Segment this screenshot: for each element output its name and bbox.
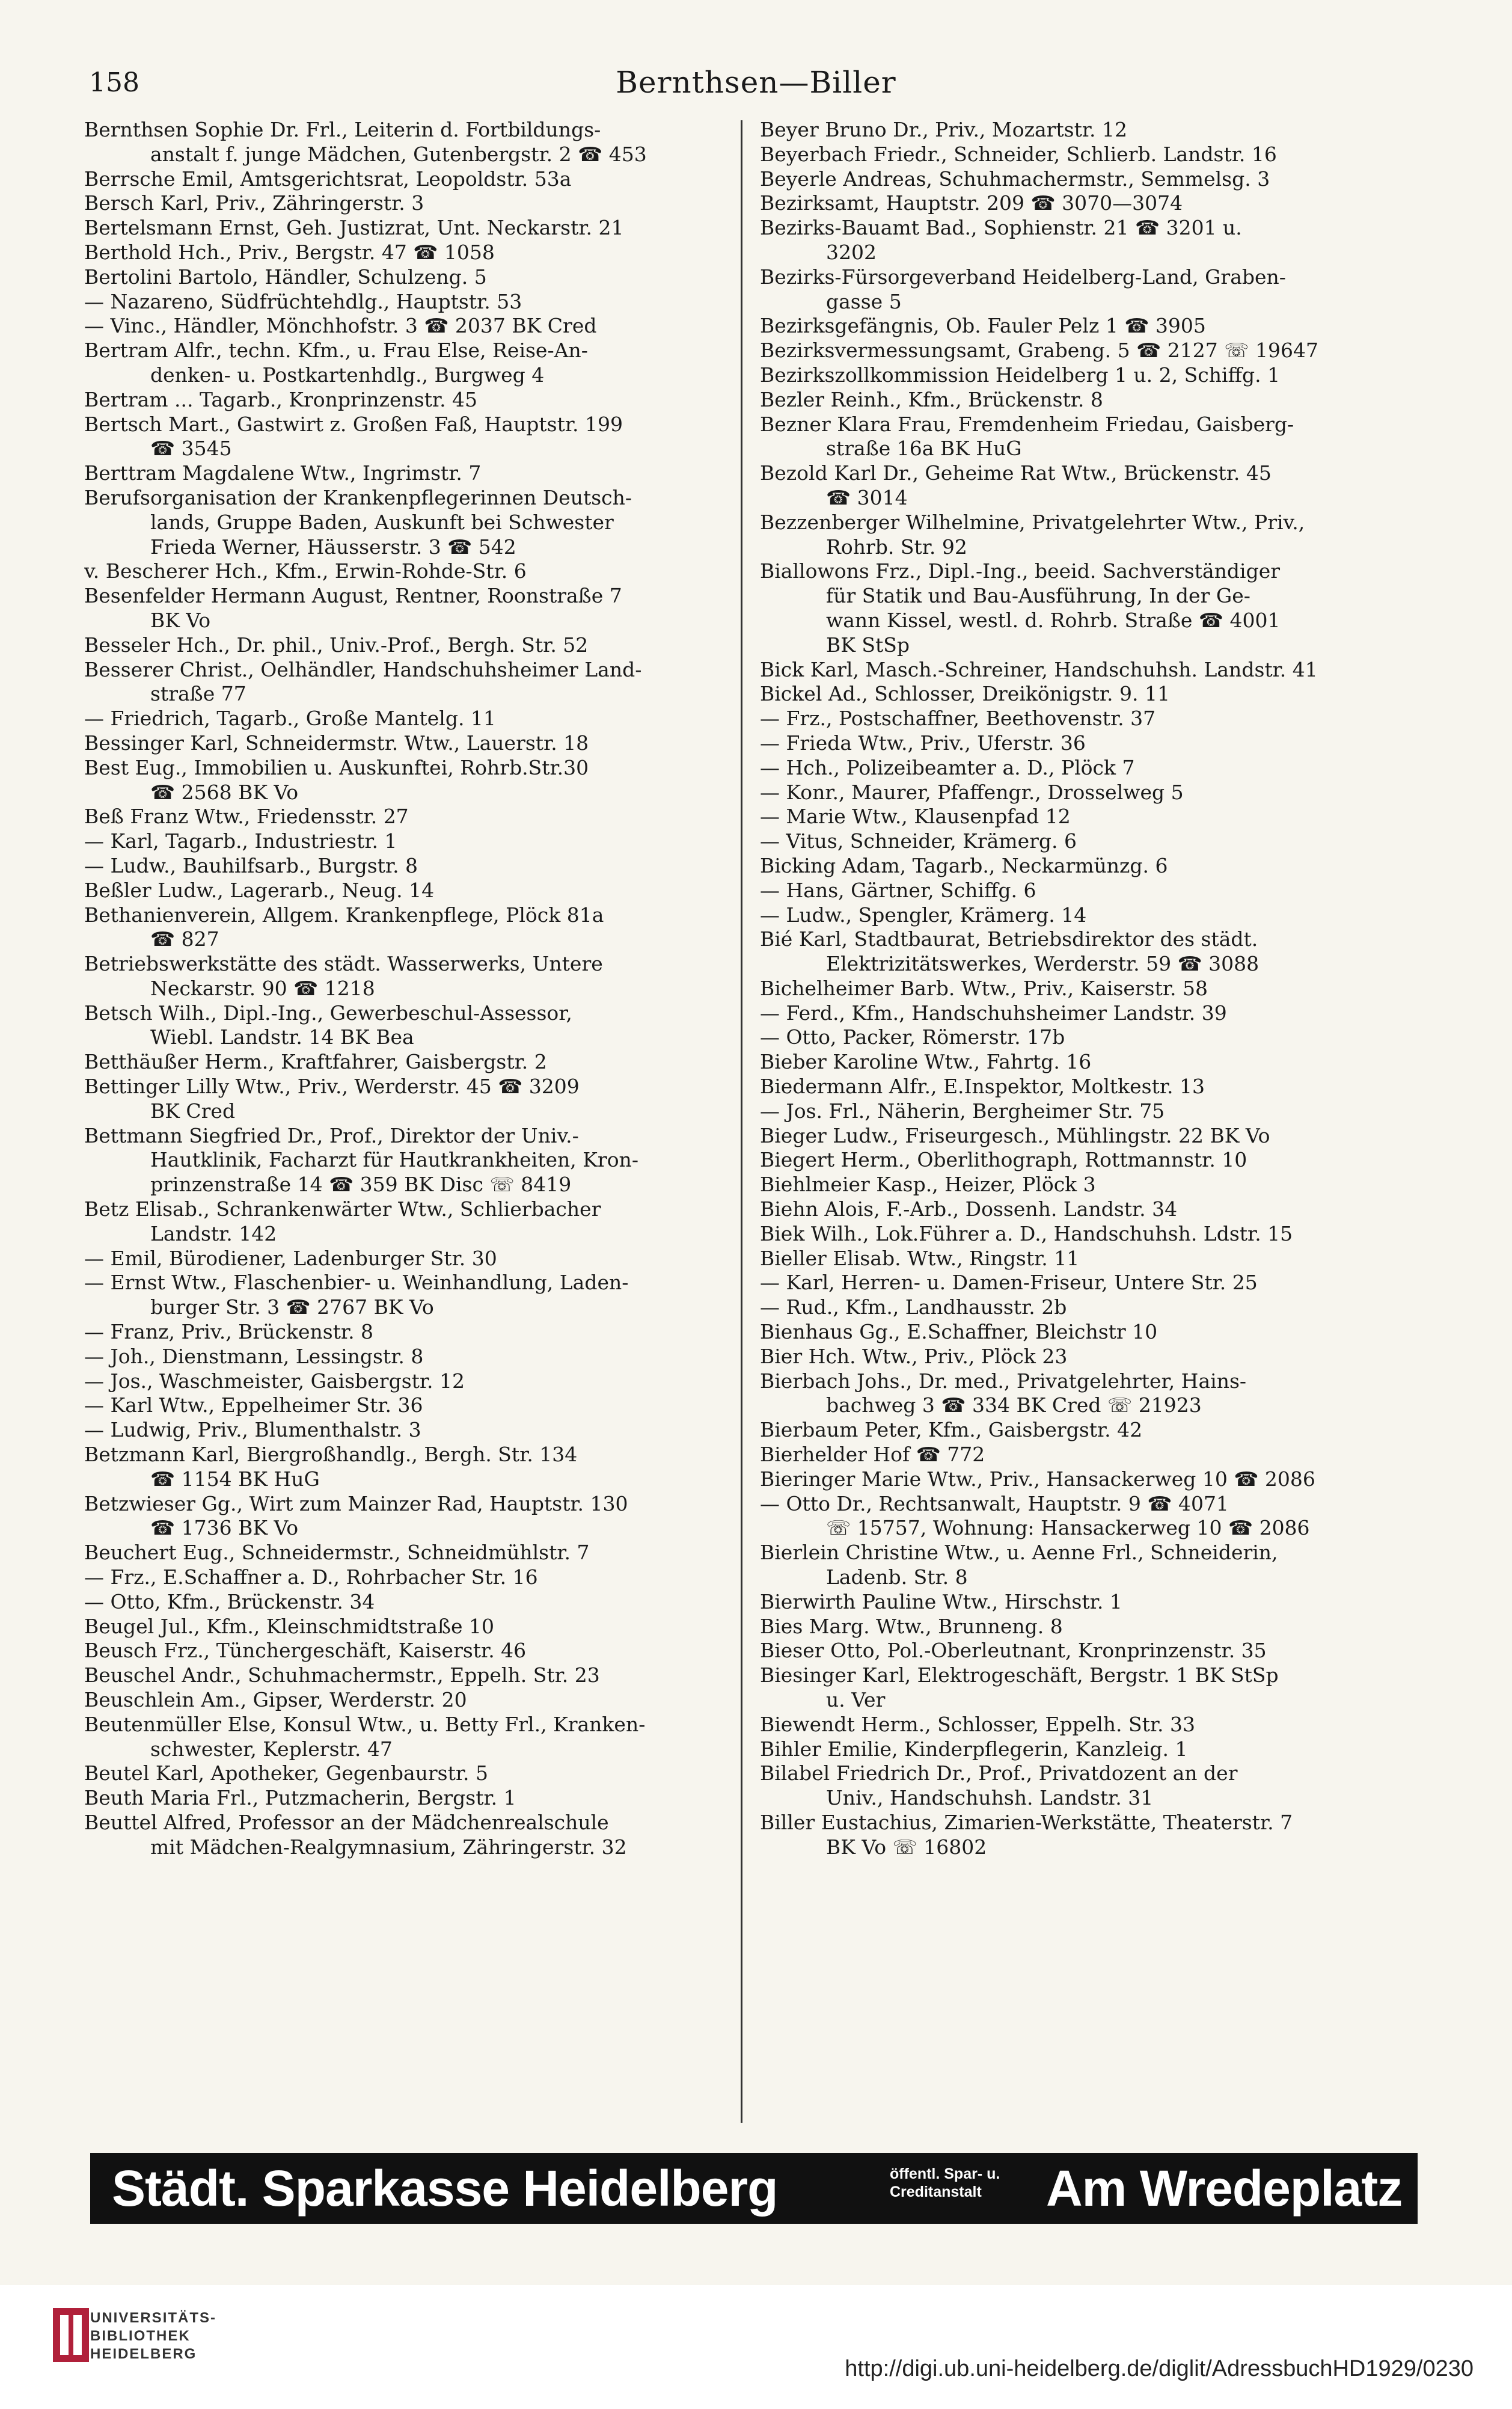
directory-entry-line: Bezzenberger Wilhelmine, Privatgelehrter Wtw., Priv., bbox=[760, 510, 1305, 534]
page-number: 158 bbox=[89, 67, 139, 98]
left-column bbox=[84, 118, 720, 1860]
directory-entry-line: Berrsche Emil, Amtsgerichtsrat, Leopoldstr. 53a bbox=[84, 167, 572, 191]
ad-subtitle-line2: Creditanstalt bbox=[890, 2183, 982, 2200]
directory-entry-line: — Vitus, Schneider, Krämerg. 6 bbox=[760, 829, 1077, 853]
directory-entry-line: Bezirksvermessungsamt, Grabeng. 5 ☎ 2127 ☏ 19647 bbox=[760, 339, 1318, 363]
directory-entry-line: Elektrizitätswerkes, Werderstr. 59 ☎ 3088 bbox=[826, 952, 1259, 976]
directory-entry-line: Betsch Wilh., Dipl.-Ing., Gewerbeschul-Assessor, bbox=[84, 1001, 572, 1025]
directory-entry-line: Bier Hch. Wtw., Priv., Plöck 23 bbox=[760, 1344, 1068, 1368]
directory-entry-line: — Vinc., Händler, Mönchhofstr. 3 ☎ 2037 BK Cred bbox=[84, 314, 597, 338]
directory-entry-line: — Rud., Kfm., Landhausstr. 2b bbox=[760, 1295, 1067, 1319]
directory-entry-line: — Franz, Priv., Brückenstr. 8 bbox=[84, 1320, 374, 1344]
directory-entry-line: denken- u. Postkartenhdlg., Burgweg 4 bbox=[150, 363, 545, 387]
directory-entry-line: Bettmann Siegfried Dr., Prof., Direktor der Univ.- bbox=[84, 1123, 579, 1147]
directory-entry-line: Bick Karl, Masch.-Schreiner, Handschuhsh. Landstr. 41 bbox=[760, 657, 1318, 681]
library-name bbox=[90, 2309, 216, 2363]
directory-entry-line: — Karl, Tagarb., Industriestr. 1 bbox=[84, 829, 397, 853]
directory-entry-line: Wiebl. Landstr. 14 BK Bea bbox=[150, 1025, 414, 1049]
ad-subtitle-line1: öffentl. Spar- u. bbox=[890, 2165, 1000, 2182]
directory-entry-line: straße 16a BK HuG bbox=[826, 437, 1022, 461]
directory-entry-line: BK Cred bbox=[150, 1099, 236, 1123]
directory-entry-line: Betzwieser Gg., Wirt zum Mainzer Rad, Hauptstr. 130 bbox=[84, 1491, 628, 1515]
directory-entry-line: Biesinger Karl, Elektrogeschäft, Bergstr. 1 BK StSp bbox=[760, 1663, 1279, 1687]
directory-entry-line: Bezler Reinh., Kfm., Brückenstr. 8 bbox=[760, 387, 1103, 411]
directory-entry-line: Beusch Frz., Tünchergeschäft, Kaiserstr. 46 bbox=[84, 1639, 527, 1663]
directory-entry-line: ☎ 1736 BK Vo bbox=[150, 1516, 299, 1540]
directory-entry-line: lands, Gruppe Baden, Auskunft bei Schwester bbox=[150, 510, 614, 534]
directory-entry-line: Best Eug., Immobilien u. Auskunftei, Rohrb.Str.30 bbox=[84, 755, 589, 779]
directory-entry-line: Biallowons Frz., Dipl.-Ing., beeid. Sachverständiger bbox=[760, 559, 1281, 583]
directory-entry-line: Beßler Ludw., Lagerarb., Neug. 14 bbox=[84, 878, 435, 902]
directory-entry-line: Bieger Ludw., Friseurgesch., Mühlingstr. 22 BK Vo bbox=[760, 1123, 1270, 1147]
directory-entry-line: Bié Karl, Stadtbaurat, Betriebsdirektor des städt. bbox=[760, 927, 1258, 951]
directory-entry-line: Berufsorganisation der Krankenpflegerinnen Deutsch- bbox=[84, 485, 632, 509]
directory-entry-line: Betthäußer Herm., Kraftfahrer, Gaisbergstr. 2 bbox=[84, 1050, 547, 1074]
directory-entry-line: — Otto Dr., Rechtsanwalt, Hauptstr. 9 ☎ 4071 bbox=[760, 1491, 1229, 1515]
directory-entry-line: Biedermann Alfr., E.Inspektor, Moltkestr. 13 bbox=[760, 1075, 1205, 1099]
directory-entry-line: ☎ 1154 BK HuG bbox=[150, 1467, 320, 1491]
directory-entry-line: wann Kissel, westl. d. Rohrb. Straße ☎ 4001 bbox=[826, 608, 1281, 632]
directory-entry-line: Bilabel Friedrich Dr., Prof., Privatdozent an der bbox=[760, 1761, 1238, 1785]
directory-entry-line: schwester, Keplerstr. 47 bbox=[150, 1737, 393, 1761]
directory-entry-line: gasse 5 bbox=[826, 289, 902, 313]
directory-entry-line: ☎ 3014 bbox=[826, 485, 908, 509]
directory-entry-line: Bezirksgefängnis, Ob. Fauler Pelz 1 ☎ 3905 bbox=[760, 314, 1206, 338]
directory-entry-line: Bezirksamt, Hauptstr. 209 ☎ 3070—3074 bbox=[760, 191, 1183, 215]
directory-entry-line: — Emil, Bürodiener, Ladenburger Str. 30 bbox=[84, 1246, 497, 1270]
directory-entry-line: — Ernst Wtw., Flaschenbier- u. Weinhandlung, Laden- bbox=[84, 1271, 629, 1295]
directory-entry-line: — Friedrich, Tagarb., Große Mantelg. 11 bbox=[84, 707, 496, 731]
directory-entry-line: prinzenstraße 14 ☎ 359 BK Disc ☏ 8419 bbox=[150, 1173, 572, 1197]
directory-entry-line: Bierbach Johs., Dr. med., Privatgelehrter, Hains- bbox=[760, 1369, 1247, 1393]
directory-entry-line: Beyer Bruno Dr., Priv., Mozartstr. 12 bbox=[760, 118, 1127, 141]
directory-entry-line: Univ., Handschuhsh. Landstr. 31 bbox=[826, 1786, 1154, 1810]
directory-entry-line: Besseler Hch., Dr. phil., Univ.-Prof., Bergh. Str. 52 bbox=[84, 633, 589, 657]
directory-entry-line: — Konr., Maurer, Pfaffengr., Drosselweg 5 bbox=[760, 780, 1184, 804]
directory-entry-line: Beuttel Alfred, Professor an der Mädchenrealschule bbox=[84, 1810, 609, 1834]
directory-entry-line: — Otto, Packer, Römerstr. 17b bbox=[760, 1025, 1065, 1049]
directory-entry-line: BK Vo ☏ 16802 bbox=[826, 1835, 987, 1859]
directory-entry-line: — Jos., Waschmeister, Gaisbergstr. 12 bbox=[84, 1369, 465, 1393]
directory-entry-line: Beyerbach Friedr., Schneider, Schlierb. Landstr. 16 bbox=[760, 142, 1277, 166]
directory-entry-line: Biewendt Herm., Schlosser, Eppelh. Str. 33 bbox=[760, 1712, 1196, 1736]
directory-entry-line: BK StSp bbox=[826, 633, 910, 657]
directory-entry-line: bachweg 3 ☎ 334 BK Cred ☏ 21923 bbox=[826, 1393, 1202, 1417]
directory-entry-line: — Marie Wtw., Klausenpfad 12 bbox=[760, 805, 1071, 829]
directory-entry-line: Bieller Elisab. Wtw., Ringstr. 11 bbox=[760, 1246, 1080, 1270]
directory-entry-line: Hautklinik, Facharzt für Hautkrankheiten, Kron- bbox=[150, 1148, 638, 1172]
directory-entry-line: Bessinger Karl, Schneidermstr. Wtw., Lauerstr. 18 bbox=[84, 731, 589, 755]
directory-entry-line: ☎ 2568 BK Vo bbox=[150, 780, 299, 804]
directory-entry-line: Bersch Karl, Priv., Zähringerstr. 3 bbox=[84, 191, 424, 215]
directory-entry-line: Bezirks-Bauamt Bad., Sophienstr. 21 ☎ 3201 u. bbox=[760, 216, 1242, 240]
permalink-url[interactable]: http://digi.ub.uni-heidelberg.de/diglit/AdressbuchHD1929/0230 bbox=[845, 2356, 1474, 2381]
directory-entry-line: ☏ 15757, Wohnung: Hansackerweg 10 ☎ 2086 bbox=[826, 1516, 1310, 1540]
directory-entry-line: Beuchert Eug., Schneidermstr., Schneidmühlstr. 7 bbox=[84, 1541, 590, 1565]
directory-entry-line: Biegert Herm., Oberlithograph, Rottmannstr. 10 bbox=[760, 1148, 1247, 1172]
directory-entry-line: Bertram Alfr., techn. Kfm., u. Frau Else, Reise-An- bbox=[84, 339, 588, 363]
directory-entry-line: Bienhaus Gg., E.Schaffner, Bleichstr 10 bbox=[760, 1320, 1158, 1344]
directory-entry-line: Beyerle Andreas, Schuhmachermstr., Semmelsg. 3 bbox=[760, 167, 1270, 191]
ad-location: Am Wredeplatz bbox=[1046, 2160, 1403, 2217]
directory-entry-line: Bierwirth Pauline Wtw., Hirschstr. 1 bbox=[760, 1589, 1122, 1613]
directory-entry-line: ☎ 3545 bbox=[150, 437, 232, 461]
ad-name: Städt. Sparkasse Heidelberg bbox=[112, 2160, 778, 2217]
directory-entry-line: Bieber Karoline Wtw., Fahrtg. 16 bbox=[760, 1050, 1092, 1074]
directory-entry-line: Bezner Klara Frau, Fremdenheim Friedau, Gaisberg- bbox=[760, 412, 1294, 436]
viewer-footer bbox=[0, 2285, 1512, 2409]
directory-entry-line: — Jos. Frl., Näherin, Bergheimer Str. 75 bbox=[760, 1099, 1165, 1123]
directory-entry-line: Beuschel Andr., Schuhmachermstr., Eppelh. Str. 23 bbox=[84, 1663, 600, 1687]
directory-entry-line: Neckarstr. 90 ☎ 1218 bbox=[150, 976, 375, 1000]
directory-entry-line: straße 77 bbox=[150, 682, 246, 706]
directory-entry-line: anstalt f. junge Mädchen, Gutenbergstr. 2 ☎ 453 bbox=[150, 142, 647, 166]
sparkasse-advertisement bbox=[90, 2153, 1418, 2224]
right-column bbox=[760, 118, 1419, 1860]
directory-entry-line: Bertolini Bartolo, Händler, Schulzeng. 5 bbox=[84, 265, 487, 289]
directory-entry-line: Beß Franz Wtw., Friedensstr. 27 bbox=[84, 805, 409, 829]
directory-entry-line: — Hch., Polizeibeamter a. D., Plöck 7 bbox=[760, 755, 1135, 779]
directory-entry-line: Betriebswerkstätte des städt. Wasserwerks, Untere bbox=[84, 952, 603, 976]
directory-entry-line: Frieda Werner, Häusserstr. 3 ☎ 542 bbox=[150, 535, 516, 559]
directory-entry-line: Bettinger Lilly Wtw., Priv., Werderstr. 45 ☎ 3209 bbox=[84, 1075, 580, 1099]
directory-entry-line: ☎ 827 bbox=[150, 927, 219, 951]
directory-entry-line: Bezold Karl Dr., Geheime Rat Wtw., Brückenstr. 45 bbox=[760, 461, 1272, 485]
directory-entry-line: Beuth Maria Frl., Putzmacherin, Bergstr. 1 bbox=[84, 1786, 516, 1810]
library-line3: HEIDELBERG bbox=[90, 2346, 197, 2362]
directory-entry-line: — Nazareno, Südfrüchtehdlg., Hauptstr. 53 bbox=[84, 289, 522, 313]
directory-entry-line: Bierhelder Hof ☎ 772 bbox=[760, 1443, 985, 1467]
directory-entry-line: Bertram ... Tagarb., Kronprinzenstr. 45 bbox=[84, 387, 478, 411]
directory-entry-line: Bichelheimer Barb. Wtw., Priv., Kaiserstr. 58 bbox=[760, 976, 1208, 1000]
directory-entry-line: für Statik und Bau-Ausführung, In der Ge- bbox=[826, 584, 1250, 608]
directory-entry-line: — Karl Wtw., Eppelheimer Str. 36 bbox=[84, 1393, 423, 1417]
column-divider bbox=[741, 120, 742, 2123]
directory-entry-line: Berttram Magdalene Wtw., Ingrimstr. 7 bbox=[84, 461, 482, 485]
directory-entry-line: — Hans, Gärtner, Schiffg. 6 bbox=[760, 878, 1036, 902]
directory-entry-line: — Ludw., Bauhilfsarb., Burgstr. 8 bbox=[84, 853, 418, 877]
directory-entry-line: Betzmann Karl, Biergroßhandlg., Bergh. Str. 134 bbox=[84, 1443, 578, 1467]
directory-entry-line: BK Vo bbox=[150, 608, 211, 632]
directory-entry-line: Rohrb. Str. 92 bbox=[826, 535, 967, 559]
directory-entry-line: Besserer Christ., Oelhändler, Handschuhsheimer Land- bbox=[84, 657, 642, 681]
directory-entry-line: Betz Elisab., Schrankenwärter Wtw., Schlierbacher bbox=[84, 1197, 601, 1221]
directory-entry-line: — Ludwig, Priv., Blumenthalstr. 3 bbox=[84, 1418, 421, 1442]
directory-entry-line: Biller Eustachius, Zimarien-Werkstätte, Theaterstr. 7 bbox=[760, 1810, 1293, 1834]
directory-entry-line: Ladenb. Str. 8 bbox=[826, 1565, 968, 1589]
library-line1: UNIVERSITÄTS- bbox=[90, 2310, 217, 2326]
directory-entry-line: Bertsch Mart., Gastwirt z. Großen Faß, Hauptstr. 199 bbox=[84, 412, 623, 436]
library-line2: BIBLIOTHEK bbox=[90, 2328, 191, 2344]
directory-entry-line: Biek Wilh., Lok.Führer a. D., Handschuhsh. Ldstr. 15 bbox=[760, 1221, 1293, 1245]
running-title: Bernthsen—Biller bbox=[616, 65, 896, 100]
directory-entry-line: — Frz., Postschaffner, Beethovenstr. 37 bbox=[760, 707, 1156, 731]
directory-entry-line: Bickel Ad., Schlosser, Dreikönigstr. 9. 11 bbox=[760, 682, 1170, 706]
directory-entry-line: Bihler Emilie, Kinderpflegerin, Kanzleig. 1 bbox=[760, 1737, 1188, 1761]
directory-entry-line: — Frieda Wtw., Priv., Uferstr. 36 bbox=[760, 731, 1086, 755]
directory-entry-line: Bezirks-Fürsorgeverband Heidelberg-Land, Graben- bbox=[760, 265, 1286, 289]
ad-subtitle bbox=[890, 2165, 1000, 2201]
directory-entry-line: u. Ver bbox=[826, 1688, 886, 1711]
directory-entry-line: Bicking Adam, Tagarb., Neckarmünzg. 6 bbox=[760, 853, 1168, 877]
directory-entry-line: Beutenmüller Else, Konsul Wtw., u. Betty Frl., Kranken- bbox=[84, 1712, 646, 1736]
directory-entry-line: Bethanienverein, Allgem. Krankenpflege, Plöck 81a bbox=[84, 903, 604, 927]
directory-entry-line: Bezirkszollkommission Heidelberg 1 u. 2, Schiffg. 1 bbox=[760, 363, 1281, 387]
directory-entry-line: mit Mädchen-Realgymnasium, Zähringerstr. 32 bbox=[150, 1835, 627, 1859]
directory-entry-line: — Ludw., Spengler, Krämerg. 14 bbox=[760, 903, 1087, 927]
directory-entry-line: Biehn Alois, F.-Arb., Dossenh. Landstr. 34 bbox=[760, 1197, 1178, 1221]
directory-entry-line: Beuschlein Am., Gipser, Werderstr. 20 bbox=[84, 1688, 467, 1711]
directory-entry-line: Bierlein Christine Wtw., u. Aenne Frl., Schneiderin, bbox=[760, 1541, 1278, 1565]
directory-entry-line: — Ferd., Kfm., Handschuhsheimer Landstr. 39 bbox=[760, 1001, 1227, 1025]
directory-entry-line: Beutel Karl, Apotheker, Gegenbaurstr. 5 bbox=[84, 1761, 488, 1785]
directory-entry-line: Beugel Jul., Kfm., Kleinschmidtstraße 10 bbox=[84, 1614, 495, 1638]
directory-entry-line: v. Bescherer Hch., Kfm., Erwin-Rohde-Str. 6 bbox=[84, 559, 527, 583]
directory-entry-line: — Joh., Dienstmann, Lessingstr. 8 bbox=[84, 1344, 424, 1368]
directory-entry-line: Bies Marg. Wtw., Brunneng. 8 bbox=[760, 1614, 1063, 1638]
directory-entry-line: Bierbaum Peter, Kfm., Gaisbergstr. 42 bbox=[760, 1418, 1143, 1442]
directory-entry-line: Besenfelder Hermann August, Rentner, Roonstraße 7 bbox=[84, 584, 622, 608]
directory-entry-line: Landstr. 142 bbox=[150, 1221, 277, 1245]
directory-entry-line: Bieringer Marie Wtw., Priv., Hansackerweg 10 ☎ 2086 bbox=[760, 1467, 1315, 1491]
directory-entry-line: Berthold Hch., Priv., Bergstr. 47 ☎ 1058 bbox=[84, 240, 495, 264]
directory-entry-line: — Otto, Kfm., Brückenstr. 34 bbox=[84, 1589, 375, 1613]
directory-entry-line: Bernthsen Sophie Dr. Frl., Leiterin d. Fortbildungs- bbox=[84, 118, 601, 141]
directory-entry-line: 3202 bbox=[826, 240, 877, 264]
directory-entry-line: Bertelsmann Ernst, Geh. Justizrat, Unt. Neckarstr. 21 bbox=[84, 216, 624, 240]
directory-entry-line: — Frz., E.Schaffner a. D., Rohrbacher Str. 16 bbox=[84, 1565, 538, 1589]
directory-entry-line: Bieser Otto, Pol.-Oberleutnant, Kronprinzenstr. 35 bbox=[760, 1639, 1267, 1663]
directory-entry-line: — Karl, Herren- u. Damen-Friseur, Untere Str. 25 bbox=[760, 1271, 1258, 1295]
directory-entry-line: burger Str. 3 ☎ 2767 BK Vo bbox=[150, 1295, 434, 1319]
directory-entry-line: Biehlmeier Kasp., Heizer, Plöck 3 bbox=[760, 1173, 1096, 1197]
